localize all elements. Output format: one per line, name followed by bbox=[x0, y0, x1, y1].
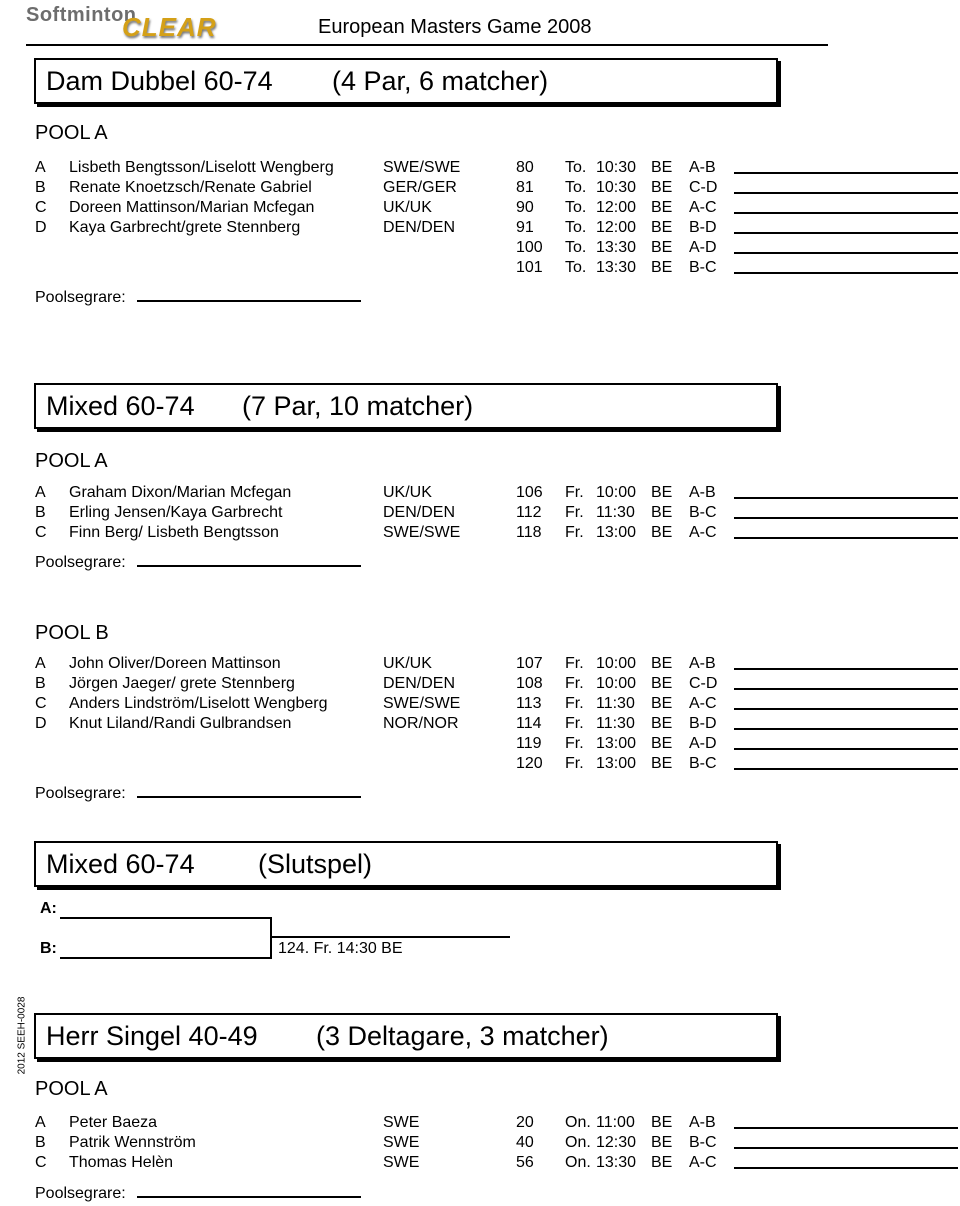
result-entry-line[interactable] bbox=[734, 728, 958, 730]
result-entry-line[interactable] bbox=[734, 537, 958, 539]
match-court: BE bbox=[651, 675, 673, 692]
section-subtitle: (7 Par, 10 matcher) bbox=[242, 391, 474, 421]
match-court: BE bbox=[651, 695, 673, 712]
entry-letter: A bbox=[35, 159, 46, 176]
poolsegrare-label: Poolsegrare: bbox=[35, 289, 126, 306]
match-pairing: B-D bbox=[689, 219, 717, 236]
match-court: BE bbox=[651, 219, 673, 236]
match-time: 13:00 bbox=[596, 735, 637, 752]
result-entry-line[interactable] bbox=[734, 192, 958, 194]
table-row bbox=[0, 674, 960, 694]
table-row bbox=[0, 523, 960, 543]
pool-label: POOL B bbox=[35, 622, 109, 644]
match-day: Fr. bbox=[565, 735, 584, 752]
result-entry-line[interactable] bbox=[734, 272, 958, 274]
match-day: To. bbox=[565, 159, 587, 176]
result-entry-line[interactable] bbox=[734, 768, 958, 770]
match-pairing: A-C bbox=[689, 695, 717, 712]
match-time: 10:00 bbox=[596, 484, 637, 501]
table-row bbox=[0, 178, 960, 198]
entry-country: UK/UK bbox=[383, 484, 432, 501]
entry-names: Erling Jensen/Kaya Garbrecht bbox=[69, 504, 283, 521]
poolsegrare-line[interactable] bbox=[137, 796, 361, 798]
entry-letter: B bbox=[35, 675, 46, 692]
section-subtitle: (4 Par, 6 matcher) bbox=[332, 66, 549, 96]
match-court: BE bbox=[651, 179, 673, 196]
match-number: 113 bbox=[516, 695, 542, 712]
match-time: 13:30 bbox=[596, 1154, 637, 1171]
poolsegrare-line[interactable] bbox=[137, 565, 361, 567]
match-day: Fr. bbox=[565, 715, 584, 732]
document-title: European Masters Game 2008 bbox=[318, 16, 592, 38]
match-pairing: A-C bbox=[689, 524, 717, 541]
match-court: BE bbox=[651, 655, 673, 672]
bracket-line-a[interactable] bbox=[60, 917, 272, 919]
match-court: BE bbox=[651, 1134, 673, 1151]
match-number: 112 bbox=[516, 504, 542, 521]
entry-country: SWE/SWE bbox=[383, 524, 461, 541]
match-time: 12:00 bbox=[596, 199, 637, 216]
table-row bbox=[0, 483, 960, 503]
logo-text-clear: CLEAR bbox=[122, 12, 217, 42]
softminton-clear-logo bbox=[26, 2, 236, 46]
match-number: 118 bbox=[516, 524, 542, 541]
match-number: 100 bbox=[516, 239, 543, 256]
match-number: 40 bbox=[516, 1134, 534, 1151]
match-day: To. bbox=[565, 219, 587, 236]
entry-letter: A bbox=[35, 484, 46, 501]
match-time: 10:30 bbox=[596, 159, 637, 176]
entry-letter: B bbox=[35, 504, 46, 521]
entry-country: NOR/NOR bbox=[383, 715, 459, 732]
bracket-connector bbox=[270, 917, 272, 959]
match-time: 12:30 bbox=[596, 1134, 637, 1151]
section-title-box-mixed bbox=[34, 383, 778, 429]
entry-names: Kaya Garbrecht/grete Stennberg bbox=[69, 219, 301, 236]
match-number: 107 bbox=[516, 655, 543, 672]
entry-letter: A bbox=[35, 655, 46, 672]
poolsegrare-label: Poolsegrare: bbox=[35, 554, 126, 571]
match-number: 91 bbox=[516, 219, 534, 236]
match-day: Fr. bbox=[565, 655, 584, 672]
bracket-line-final[interactable] bbox=[272, 936, 510, 938]
match-court: BE bbox=[651, 504, 673, 521]
entry-letter: C bbox=[35, 199, 47, 216]
result-entry-line[interactable] bbox=[734, 252, 958, 254]
match-pairing: A-B bbox=[689, 484, 716, 501]
result-entry-line[interactable] bbox=[734, 517, 958, 519]
side-document-code: 2012 SEEH-0028 bbox=[16, 996, 28, 1075]
match-pairing: B-C bbox=[689, 1134, 717, 1151]
match-court: BE bbox=[651, 259, 673, 276]
section-title: Mixed 60-74 bbox=[46, 849, 195, 879]
match-time: 13:00 bbox=[596, 524, 637, 541]
entry-country: SWE/SWE bbox=[383, 159, 461, 176]
match-time: 10:00 bbox=[596, 655, 637, 672]
entry-country: SWE bbox=[383, 1114, 420, 1131]
entry-names: Doreen Mattinson/Marian Mcfegan bbox=[69, 199, 315, 216]
table-row bbox=[0, 238, 960, 258]
match-day: To. bbox=[565, 179, 587, 196]
pool-label: POOL A bbox=[35, 122, 108, 144]
section-title-box-herr-singel bbox=[34, 1013, 778, 1059]
result-entry-line[interactable] bbox=[734, 688, 958, 690]
poolsegrare-label: Poolsegrare: bbox=[35, 1185, 126, 1202]
entry-country: UK/UK bbox=[383, 655, 432, 672]
match-day: To. bbox=[565, 239, 587, 256]
match-time: 11:30 bbox=[596, 695, 635, 712]
entry-names: Finn Berg/ Lisbeth Bengtsson bbox=[69, 524, 279, 541]
section-title: Dam Dubbel 60-74 bbox=[46, 66, 273, 96]
bracket-label-a: A: bbox=[40, 900, 57, 917]
match-court: BE bbox=[651, 1154, 673, 1171]
match-day: Fr. bbox=[565, 755, 584, 772]
table-row bbox=[0, 1113, 960, 1133]
match-number: 106 bbox=[516, 484, 543, 501]
entry-letter: C bbox=[35, 524, 47, 541]
match-time: 13:30 bbox=[596, 259, 637, 276]
entry-names: Jörgen Jaeger/ grete Stennberg bbox=[69, 675, 295, 692]
entry-names: Thomas Helèn bbox=[69, 1154, 174, 1171]
table-row bbox=[0, 258, 960, 278]
result-entry-line[interactable] bbox=[734, 1167, 958, 1169]
table-row bbox=[0, 654, 960, 674]
match-day: Fr. bbox=[565, 504, 584, 521]
section-title: Mixed 60-74 bbox=[46, 391, 195, 421]
table-row bbox=[0, 503, 960, 523]
match-court: BE bbox=[651, 484, 673, 501]
entry-names: Graham Dixon/Marian Mcfegan bbox=[69, 484, 292, 501]
result-entry-line[interactable] bbox=[734, 668, 958, 670]
match-court: BE bbox=[651, 159, 673, 176]
match-time: 11:30 bbox=[596, 504, 635, 521]
result-entry-line[interactable] bbox=[734, 212, 958, 214]
pool-label: POOL A bbox=[35, 1078, 108, 1100]
match-time: 12:00 bbox=[596, 219, 637, 236]
match-pairing: B-C bbox=[689, 504, 717, 521]
match-pairing: A-C bbox=[689, 199, 717, 216]
entry-country: UK/UK bbox=[383, 199, 432, 216]
match-court: BE bbox=[651, 755, 673, 772]
match-time: 10:00 bbox=[596, 675, 637, 692]
match-day: On. bbox=[565, 1114, 591, 1131]
match-day: On. bbox=[565, 1154, 591, 1171]
match-pairing: A-D bbox=[689, 239, 717, 256]
match-time: 11:00 bbox=[596, 1114, 635, 1131]
match-pairing: B-C bbox=[689, 755, 717, 772]
match-number: 101 bbox=[516, 259, 543, 276]
match-day: Fr. bbox=[565, 484, 584, 501]
logo-text-softminton: Softminton bbox=[26, 4, 137, 26]
entry-letter: A bbox=[35, 1114, 46, 1131]
match-court: BE bbox=[651, 1114, 673, 1131]
entry-names: Anders Lindström/Liselott Wengberg bbox=[69, 695, 328, 712]
match-number: 114 bbox=[516, 715, 542, 732]
match-number: 119 bbox=[516, 735, 542, 752]
match-time: 13:30 bbox=[596, 239, 637, 256]
entry-letter: D bbox=[35, 715, 47, 732]
entry-country: SWE bbox=[383, 1154, 420, 1171]
match-day: Fr. bbox=[565, 675, 584, 692]
match-court: BE bbox=[651, 524, 673, 541]
match-time: 10:30 bbox=[596, 179, 637, 196]
match-day: On. bbox=[565, 1134, 591, 1151]
match-pairing: B-C bbox=[689, 259, 717, 276]
match-number: 56 bbox=[516, 1154, 534, 1171]
poolsegrare-line[interactable] bbox=[137, 1196, 361, 1198]
header-divider bbox=[26, 44, 828, 46]
match-number: 20 bbox=[516, 1114, 534, 1131]
section-subtitle: (3 Deltagare, 3 matcher) bbox=[316, 1021, 609, 1051]
result-entry-line[interactable] bbox=[734, 172, 958, 174]
pool-label: POOL A bbox=[35, 450, 108, 472]
table-row bbox=[0, 714, 960, 734]
match-pairing: A-C bbox=[689, 1154, 717, 1171]
entry-names: Patrik Wennström bbox=[69, 1134, 196, 1151]
entry-letter: D bbox=[35, 219, 47, 236]
table-row bbox=[0, 754, 960, 774]
entry-names: Peter Baeza bbox=[69, 1114, 158, 1131]
match-time: 13:00 bbox=[596, 755, 637, 772]
table-row bbox=[0, 1133, 960, 1153]
entry-letter: B bbox=[35, 1134, 46, 1151]
result-entry-line[interactable] bbox=[734, 497, 958, 499]
match-pairing: C-D bbox=[689, 179, 718, 196]
table-row bbox=[0, 158, 960, 178]
match-pairing: C-D bbox=[689, 675, 718, 692]
match-number: 90 bbox=[516, 199, 534, 216]
entry-names: Knut Liland/Randi Gulbrandsen bbox=[69, 715, 292, 732]
match-pairing: A-D bbox=[689, 735, 717, 752]
poolsegrare-label: Poolsegrare: bbox=[35, 785, 126, 802]
table-row bbox=[0, 734, 960, 754]
table-row bbox=[0, 198, 960, 218]
section-title-box-dam-dubbel bbox=[34, 58, 778, 104]
section-title: Herr Singel 40-49 bbox=[46, 1021, 258, 1051]
entry-country: DEN/DEN bbox=[383, 219, 456, 236]
match-court: BE bbox=[651, 199, 673, 216]
match-day: Fr. bbox=[565, 524, 584, 541]
result-entry-line[interactable] bbox=[734, 232, 958, 234]
match-pairing: B-D bbox=[689, 715, 717, 732]
entry-country: SWE/SWE bbox=[383, 695, 461, 712]
match-court: BE bbox=[651, 715, 673, 732]
entry-country: SWE bbox=[383, 1134, 420, 1151]
result-entry-line[interactable] bbox=[734, 1147, 958, 1149]
poolsegrare-line[interactable] bbox=[137, 300, 361, 302]
section-title-box-slutspel bbox=[34, 841, 778, 887]
entry-country: GER/GER bbox=[383, 179, 457, 196]
match-time: 11:30 bbox=[596, 715, 635, 732]
entry-names: Renate Knoetzsch/Renate Gabriel bbox=[69, 179, 312, 196]
match-pairing: A-B bbox=[689, 655, 716, 672]
entry-letter: C bbox=[35, 695, 47, 712]
match-number: 108 bbox=[516, 675, 543, 692]
entry-country: DEN/DEN bbox=[383, 504, 456, 521]
final-match-info: 124. Fr. 14:30 BE bbox=[278, 940, 403, 957]
result-entry-line[interactable] bbox=[734, 1127, 958, 1129]
table-row bbox=[0, 694, 960, 714]
bracket-line-b[interactable] bbox=[60, 957, 272, 959]
match-day: To. bbox=[565, 199, 587, 216]
match-pairing: A-B bbox=[689, 1114, 716, 1131]
match-number: 120 bbox=[516, 755, 543, 772]
match-pairing: A-B bbox=[689, 159, 716, 176]
match-court: BE bbox=[651, 239, 673, 256]
entry-names: Lisbeth Bengtsson/Liselott Wengberg bbox=[69, 159, 334, 176]
match-court: BE bbox=[651, 735, 673, 752]
entry-letter: C bbox=[35, 1154, 47, 1171]
match-day: Fr. bbox=[565, 695, 584, 712]
table-row bbox=[0, 1153, 960, 1173]
entry-names: John Oliver/Doreen Mattinson bbox=[69, 655, 281, 672]
table-row bbox=[0, 218, 960, 238]
match-day: To. bbox=[565, 259, 587, 276]
entry-letter: B bbox=[35, 179, 46, 196]
section-subtitle: (Slutspel) bbox=[258, 849, 373, 879]
match-number: 80 bbox=[516, 159, 534, 176]
match-number: 81 bbox=[516, 179, 534, 196]
bracket-label-b: B: bbox=[40, 940, 57, 957]
result-entry-line[interactable] bbox=[734, 748, 958, 750]
result-entry-line[interactable] bbox=[734, 708, 958, 710]
entry-country: DEN/DEN bbox=[383, 675, 456, 692]
